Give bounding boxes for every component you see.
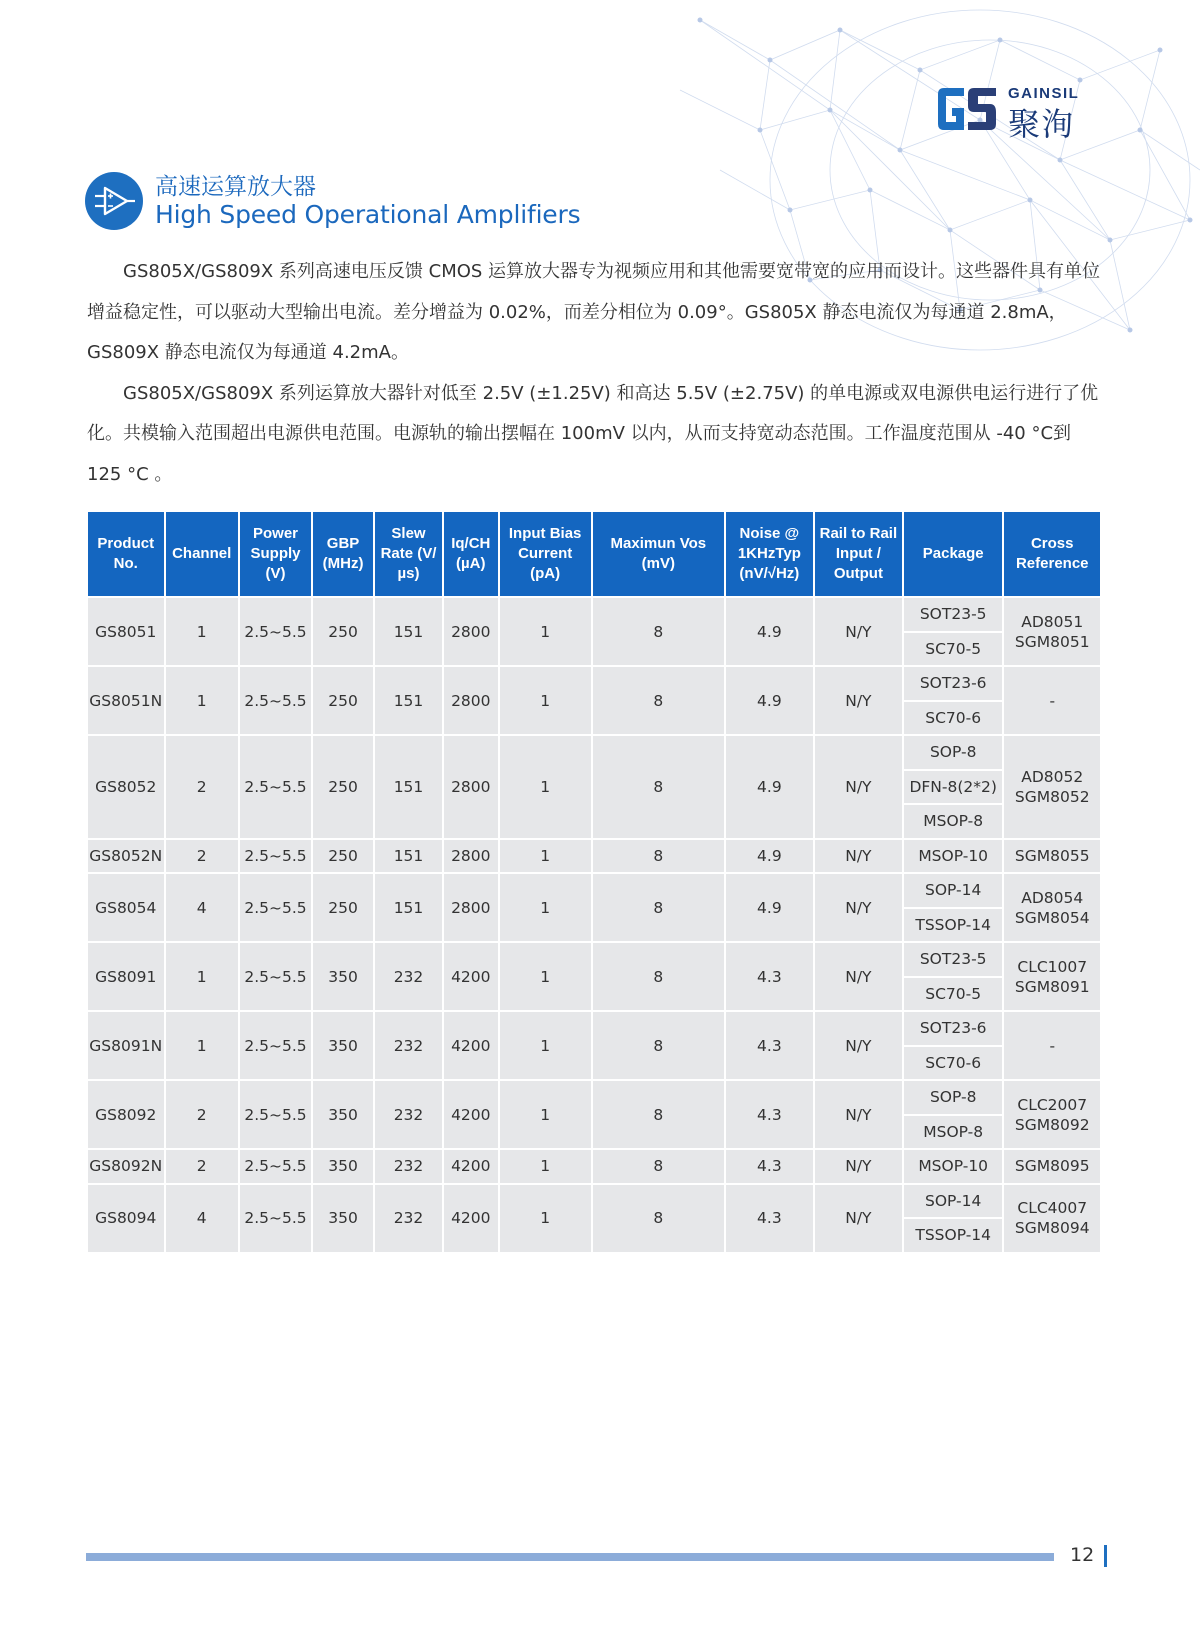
cell-power-supply: 2.5~5.5: [240, 943, 311, 1010]
cell-channel: 2: [166, 1081, 238, 1148]
cell-input-bias: 1: [500, 1081, 591, 1148]
cell-max-vos: 8: [593, 736, 724, 838]
cell-noise: 4.3: [726, 1150, 813, 1183]
cell-gbp: 250: [313, 667, 373, 734]
cell-cross-reference: [1004, 1012, 1100, 1079]
cell-max-vos: 8: [593, 874, 724, 941]
cell-power-supply: 2.5~5.5: [240, 736, 311, 838]
cell-max-vos: 8: [593, 598, 724, 665]
table-header-row: [88, 512, 1100, 596]
cross-reference-part: SGM8094: [1014, 1219, 1090, 1237]
cell-channel: 2: [166, 736, 238, 838]
cell-gbp: 250: [313, 874, 373, 941]
cell-input-bias: 1: [500, 1185, 591, 1252]
cell-power-supply: 2.5~5.5: [240, 1150, 311, 1183]
cell-noise: 4.3: [726, 1185, 813, 1252]
cell-power-supply: 2.5~5.5: [240, 1012, 311, 1079]
cell-product-no: GS8052: [88, 736, 164, 838]
cell-package: SOT23-5: [904, 598, 1003, 631]
brand-name-cn: 聚洵: [1008, 105, 1075, 143]
cell-package: SOT23-6: [904, 667, 1003, 700]
cell-iq: 2800: [444, 667, 497, 734]
col-header-input-bias: Input Bias Current (pA): [500, 512, 591, 596]
cell-power-supply: 2.5~5.5: [240, 1081, 311, 1148]
cell-input-bias: 1: [500, 874, 591, 941]
cell-rail-to-rail: N/Y: [815, 1150, 902, 1183]
cell-slew-rate: 151: [375, 667, 442, 734]
cell-package: SC70-5: [904, 978, 1003, 1011]
cell-cross-reference: [1004, 598, 1100, 665]
cell-iq: 4200: [444, 1081, 497, 1148]
col-header-gbp: GBP (MHz): [313, 512, 373, 596]
product-table: [86, 510, 1102, 1254]
cell-rail-to-rail: N/Y: [815, 667, 902, 734]
cell-max-vos: 8: [593, 1081, 724, 1148]
op-amp-icon: [85, 172, 143, 230]
cell-cross-reference: [1004, 943, 1100, 1010]
cell-product-no: GS8091: [88, 943, 164, 1010]
cell-product-no: GS8051N: [88, 667, 164, 734]
cross-reference-part: CLC1007: [1017, 957, 1088, 976]
cross-reference-part: SGM8051: [1014, 632, 1090, 651]
cell-package: SOP-8: [904, 736, 1003, 769]
cross-reference-part: CLC4007: [1017, 1199, 1088, 1217]
intro-text: [87, 252, 1107, 495]
cell-slew-rate: 151: [375, 840, 442, 873]
cell-slew-rate: 151: [375, 598, 442, 665]
cell-power-supply: 2.5~5.5: [240, 1185, 311, 1252]
cell-package: MSOP-10: [904, 840, 1003, 873]
cell-cross-reference: [1004, 1185, 1100, 1252]
cell-rail-to-rail: N/Y: [815, 1081, 902, 1148]
cross-reference-part: SGM8095: [1014, 1157, 1090, 1176]
cell-slew-rate: 232: [375, 1150, 442, 1183]
table-row: [88, 1081, 1100, 1114]
cell-iq: 2800: [444, 736, 497, 838]
cell-iq: 4200: [444, 1012, 497, 1079]
cell-cross-reference: [1004, 874, 1100, 941]
cell-noise: 4.9: [726, 598, 813, 665]
cell-package: DFN-8(2*2): [904, 771, 1003, 804]
cell-product-no: GS8091N: [88, 1012, 164, 1079]
cell-input-bias: 1: [500, 840, 591, 873]
cell-slew-rate: 151: [375, 736, 442, 838]
table-row: [88, 943, 1100, 976]
cell-channel: 2: [166, 1150, 238, 1183]
col-header-iq: Iq/CH (µA): [444, 512, 497, 596]
brand-logo: [934, 80, 1110, 143]
cell-power-supply: 2.5~5.5: [240, 598, 311, 665]
col-header-product: Product No.: [88, 512, 164, 596]
intro-paragraph: GS805X/GS809X 系列运算放大器针对低至 2.5V (±1.25V) 和高达 5.5V (±2.75V) 的单电源或双电源供电运行进行了优化。共模输入范围超出电源供电范围。电源轨的输出摆幅在 100mV 以内，从而支持宽动态范围。工作温度范围从 -40 °C到 125 °C 。: [87, 382, 1099, 485]
cell-gbp: 250: [313, 736, 373, 838]
cell-noise: 4.9: [726, 874, 813, 941]
cell-rail-to-rail: N/Y: [815, 1185, 902, 1252]
cell-iq: 4200: [444, 1185, 497, 1252]
cell-power-supply: 2.5~5.5: [240, 874, 311, 941]
cell-rail-to-rail: N/Y: [815, 943, 902, 1010]
page-number: 12: [1070, 1544, 1095, 1566]
cell-gbp: 350: [313, 1185, 373, 1252]
table-row: [88, 874, 1100, 907]
cell-noise: 4.3: [726, 943, 813, 1010]
cell-package: TSSOP-14: [904, 909, 1003, 942]
cell-gbp: 350: [313, 943, 373, 1010]
cell-channel: 1: [166, 667, 238, 734]
cell-channel: 4: [166, 1185, 238, 1252]
cell-gbp: 350: [313, 1012, 373, 1079]
cell-power-supply: 2.5~5.5: [240, 840, 311, 873]
col-header-slew-rate: Slew Rate (V/µs): [375, 512, 442, 596]
cell-cross-reference: [1004, 840, 1100, 873]
footer-bar: [86, 1553, 1054, 1561]
cell-cross-reference: [1004, 1081, 1100, 1148]
cell-rail-to-rail: N/Y: [815, 1012, 902, 1079]
section-title-cn: 高速运算放大器: [155, 174, 316, 200]
col-header-noise: Noise @ 1KHzTyp (nV/√Hz): [726, 512, 813, 596]
cross-reference-part: SGM8055: [1014, 846, 1090, 865]
cell-package: TSSOP-14: [904, 1219, 1003, 1252]
cell-input-bias: 1: [500, 667, 591, 734]
cell-input-bias: 1: [500, 943, 591, 1010]
cross-reference-part: AD8052: [1021, 767, 1084, 786]
cross-reference-part: SGM8052: [1014, 787, 1090, 806]
section-title-en: High Speed Operational Amplifiers: [155, 200, 581, 229]
cross-reference-part: SGM8054: [1014, 908, 1090, 927]
cell-gbp: 350: [313, 1081, 373, 1148]
intro-paragraph: GS805X/GS809X 系列高速电压反馈 CMOS 运算放大器专为视频应用和其他需要宽带宽的应用而设计。这些器件具有单位增益稳定性，可以驱动大型输出电流。差分增益为 0.02%，而差分相位为 0.09°。GS805X 静态电流仅为每通道 2.8mA，GS809X 静态电流仅为每通道 4.2mA。: [87, 261, 1101, 363]
cell-cross-reference: [1004, 667, 1100, 734]
table-row: [88, 1012, 1100, 1045]
cell-package: SOT23-6: [904, 1012, 1003, 1045]
cross-reference-part: SGM8091: [1014, 977, 1090, 996]
gainsil-logo-icon: [934, 82, 1000, 136]
cross-reference-part: AD8054: [1021, 888, 1084, 907]
table-row: [88, 598, 1100, 631]
cell-noise: 4.9: [726, 840, 813, 873]
cell-cross-reference: [1004, 1150, 1100, 1183]
cell-product-no: GS8092: [88, 1081, 164, 1148]
cell-slew-rate: 232: [375, 1012, 442, 1079]
col-header-rail-to-rail: Rail to Rail Input / Output: [815, 512, 902, 596]
cell-max-vos: 8: [593, 1012, 724, 1079]
cell-input-bias: 1: [500, 598, 591, 665]
cell-iq: 2800: [444, 598, 497, 665]
cell-package: SC70-5: [904, 633, 1003, 666]
cross-reference-part: -: [1049, 1036, 1056, 1055]
cell-slew-rate: 232: [375, 1185, 442, 1252]
table-row: [88, 1185, 1100, 1218]
cell-product-no: GS8092N: [88, 1150, 164, 1183]
col-header-max-vos: Maximun Vos (mV): [593, 512, 724, 596]
cell-rail-to-rail: N/Y: [815, 736, 902, 838]
cell-channel: 1: [166, 598, 238, 665]
cell-package: SOP-8: [904, 1081, 1003, 1114]
table-row: [88, 1150, 1100, 1183]
cross-reference-part: SGM8092: [1014, 1115, 1090, 1134]
cell-input-bias: 1: [500, 736, 591, 838]
cell-iq: 2800: [444, 840, 497, 873]
cell-noise: 4.9: [726, 667, 813, 734]
cell-rail-to-rail: N/Y: [815, 840, 902, 873]
cell-iq: 4200: [444, 1150, 497, 1183]
cell-rail-to-rail: N/Y: [815, 598, 902, 665]
cell-channel: 1: [166, 1012, 238, 1079]
cell-noise: 4.3: [726, 1012, 813, 1079]
cell-package: SOT23-5: [904, 943, 1003, 976]
cell-gbp: 350: [313, 1150, 373, 1183]
cell-product-no: GS8054: [88, 874, 164, 941]
cell-channel: 4: [166, 874, 238, 941]
cell-iq: 4200: [444, 943, 497, 1010]
cell-cross-reference: [1004, 736, 1100, 838]
col-header-cross-reference: Cross Reference: [1004, 512, 1100, 596]
cross-reference-part: CLC2007: [1017, 1095, 1088, 1114]
cell-package: MSOP-10: [904, 1150, 1003, 1183]
table-row: [88, 840, 1100, 873]
cell-max-vos: 8: [593, 1150, 724, 1183]
cell-package: MSOP-8: [904, 805, 1003, 838]
cell-package: SC70-6: [904, 702, 1003, 735]
cell-noise: 4.3: [726, 1081, 813, 1148]
cell-gbp: 250: [313, 840, 373, 873]
cell-slew-rate: 232: [375, 1081, 442, 1148]
cell-input-bias: 1: [500, 1150, 591, 1183]
table-row: [88, 736, 1100, 769]
cell-gbp: 250: [313, 598, 373, 665]
cell-power-supply: 2.5~5.5: [240, 667, 311, 734]
cell-product-no: GS8051: [88, 598, 164, 665]
col-header-power-supply: Power Supply (V): [240, 512, 311, 596]
cell-slew-rate: 151: [375, 874, 442, 941]
cell-product-no: GS8094: [88, 1185, 164, 1252]
page-number-divider: [1104, 1545, 1107, 1567]
cell-max-vos: 8: [593, 840, 724, 873]
cell-iq: 2800: [444, 874, 497, 941]
cell-package: SC70-6: [904, 1047, 1003, 1080]
cross-reference-part: -: [1049, 691, 1056, 710]
col-header-package: Package: [904, 512, 1003, 596]
brand-name-en: GAINSIL: [1008, 85, 1080, 102]
cell-package: SOP-14: [904, 1185, 1003, 1218]
cross-reference-part: AD8051: [1021, 612, 1084, 631]
table-body: [88, 598, 1100, 1252]
cell-slew-rate: 232: [375, 943, 442, 1010]
table-row: [88, 667, 1100, 700]
cell-max-vos: 8: [593, 943, 724, 1010]
cell-noise: 4.9: [726, 736, 813, 838]
cell-rail-to-rail: N/Y: [815, 874, 902, 941]
cell-package: SOP-14: [904, 874, 1003, 907]
cell-package: MSOP-8: [904, 1116, 1003, 1149]
cell-max-vos: 8: [593, 1185, 724, 1252]
cell-product-no: GS8052N: [88, 840, 164, 873]
col-header-channel: Channel: [166, 512, 238, 596]
cell-channel: 1: [166, 943, 238, 1010]
cell-input-bias: 1: [500, 1012, 591, 1079]
cell-max-vos: 8: [593, 667, 724, 734]
cell-channel: 2: [166, 840, 238, 873]
